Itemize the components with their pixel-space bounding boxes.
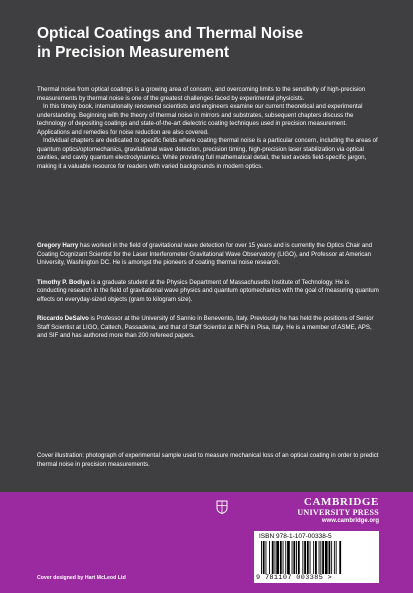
publisher-url[interactable]: www.cambridge.org [321, 518, 379, 524]
author-bio-text: has worked in the field of gravitational wave detection for over 15 years and is currently the Optics Chair and Coating Cognizant Scientist for the Laser Interferometer Gravitational Wave Observatory (LIGO), and Professor at American University, Washington DC. He is amongst the pioneers of coating thermal noise research. [37, 242, 372, 266]
design-credit: Cover designed by Hart McLeod Ltd [37, 575, 126, 581]
publisher-name: CAMBRIDGE [303, 496, 379, 508]
isbn-barcode-box [254, 531, 379, 583]
book-title-line-1: Optical Coatings and Thermal Noise [37, 25, 304, 42]
book-description [37, 86, 379, 171]
isbn-label: ISBN 978-1-107-00338-5 [259, 533, 332, 540]
publisher-block [219, 497, 379, 525]
description-paragraph: Individual chapters are dedicated to specific fields where coating thermal noise is a particular concern, including the areas of quantum optics/optomechanics, gravitational wave detection, precision timing, high-precision laser stabilization via optical cavities, and cavity quantum electrodynamics. While providing full mathematical detail, the text avoids field-specific jargon, making it a valuable resource for readers with varied backgrounds in modern optics. [37, 137, 378, 170]
author-bio [37, 315, 379, 341]
book-title-line-2: in Precision Measurement [37, 44, 230, 61]
author-name: Gregory Harry [37, 242, 79, 249]
author-bios [37, 242, 379, 352]
description-paragraph: Thermal noise from optical coatings is a growing area of concern, and overcoming limits to the sensitivity of high-precision measurements by thermal noise is one of the greatest challenges faced by experimental physicists. [37, 86, 366, 102]
author-bio-text: is Professor at the University of Sannio in Benevento, Italy. Previously he has held the positions of Senior Staff Scientist at LIGO, Caltech, Passadena, and that of Staff Scientist at INFN in Pisa, Italy. He is a member of ASME, APS, and SIF and has authored more than 200 refereed papers. [37, 315, 374, 339]
barcode-icon [260, 541, 373, 574]
author-bio-text: is a graduate student at the Physics Department of Massachusetts Institute of Technology. He is conducting research in the field of gravitational wave physics and quantum optomechanics with the goal of measuring quantum effects on everyday-sized objects (gram to kilogram size). [37, 278, 379, 303]
author-name: Riccardo DeSalvo [37, 315, 89, 322]
description-paragraph: In this timely book, internationally renowned scientists and engineers examine our current theoretical and experimental understanding. Beginning with the theory of thermal noise in mirrors and substrates, subsequent chapters discuss the technology of depositing coatings and state-of-the-art dielectric coating techniques used in precision measurement. Applications and remedies for noise reduction are also covered. [37, 103, 363, 136]
publisher-subtitle: UNIVERSITY PRESS [297, 508, 379, 517]
cover-illustration-note: Cover illustration: photograph of experimental sample used to measure mechanical loss of an optical coating in order to predict thermal noise in precision measurements. [37, 452, 379, 468]
author-name: Timothy P. Bodiya [37, 278, 90, 286]
author-bio [37, 279, 379, 305]
author-bio [37, 242, 379, 268]
book-title [37, 24, 382, 62]
barcode-digits: 9 781107 003385 > [256, 574, 333, 582]
